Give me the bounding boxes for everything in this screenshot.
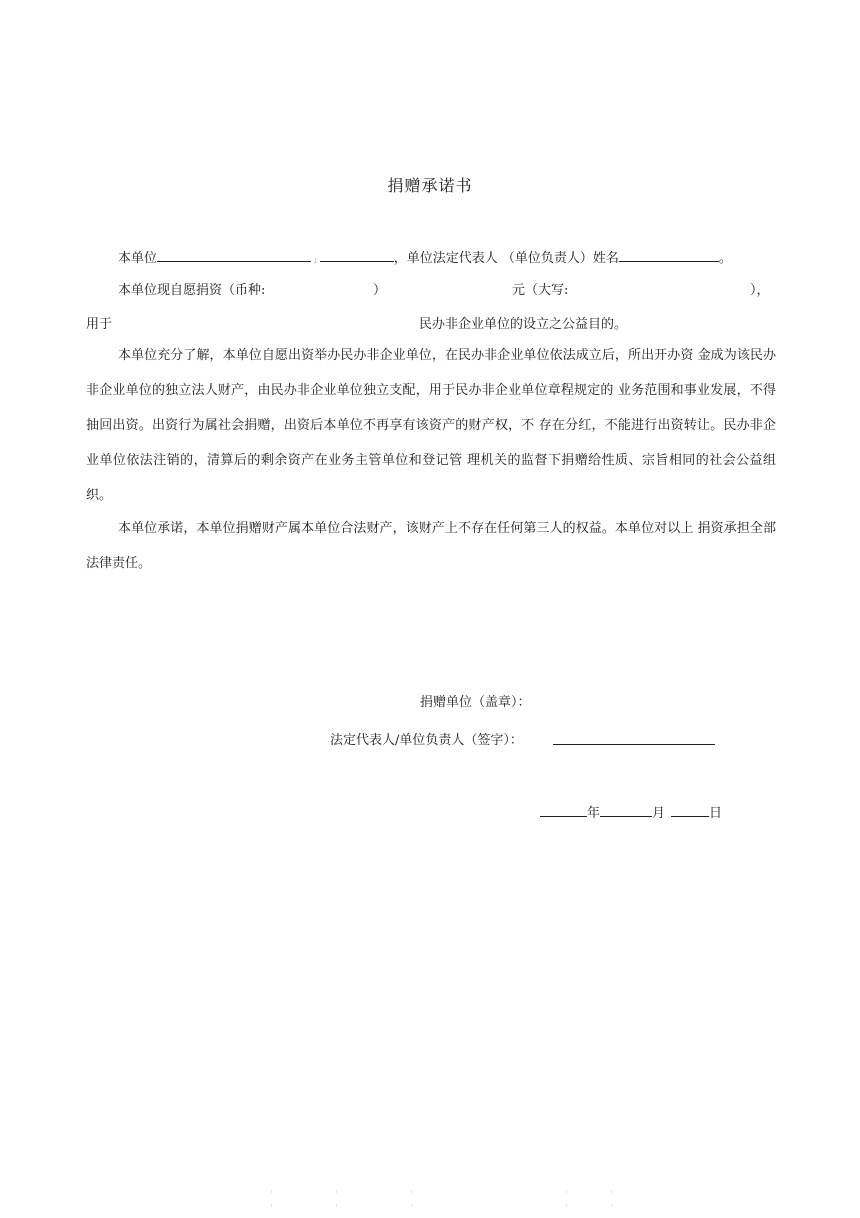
day-label: 日 xyxy=(709,806,723,821)
donation-currency-label: 本单位现自愿捐资（币种: xyxy=(118,283,266,298)
amount-uppercase-label: 元（大写: xyxy=(512,283,569,298)
donor-seal-label: 捐赠单位（盖章）： xyxy=(420,695,531,710)
purpose-text: 民办非企业单位的设立之公益目的。 xyxy=(419,317,628,332)
year-blank[interactable] xyxy=(540,804,587,817)
unit-name-blank-2[interactable] xyxy=(320,249,394,262)
unit-name-blank[interactable] xyxy=(157,249,311,262)
legal-rep-name-blank[interactable] xyxy=(619,249,719,262)
month-blank[interactable] xyxy=(600,804,652,817)
month-label: 月 xyxy=(652,806,666,821)
legal-rep-label: ，单位法定代表人 （单位负责人）姓名 xyxy=(393,251,619,266)
day-blank[interactable] xyxy=(671,804,709,817)
line1-end: 。 xyxy=(718,251,732,266)
unit-name-line xyxy=(118,249,732,265)
legal-rep-signature-label: 法定代表人/单位负责人（签字）： xyxy=(330,733,523,748)
understanding-paragraph: 本单位充分了解，本单位自愿出资举办民办非企业单位，在民办非企业单位依法成立后，所出开办资 金成为该民办非企业单位的独立法人财产，由民办非企业单位独立支配，用于民办非企业单位章程规定的 业务范围和事业发展，不得抽回出资。出资行为属社会捐赠，出资后本单位不再享有该资产的财产权，不 存在分红，不能进行出资转让。民办非企业单位依法注销的，清算后的剩余资产在业务主管单位和登记管 理机关的监督下捐赠给性质、宗旨相同的社会公益组织。 xyxy=(86,348,776,503)
document-title: 捐赠承诺书 xyxy=(387,176,473,195)
unit-prefix: 本单位 xyxy=(118,251,158,266)
unit-separator: ; xyxy=(314,255,317,264)
amount-line-end: ）， xyxy=(750,283,770,298)
commitment-paragraph: 本单位承诺，本单位捐赠财产属本单位合法财产，该财产上不存在任何第三人的权益。本单位对以上 捐资承担全部法律责任。 xyxy=(86,521,776,571)
purpose-prefix: 用于 xyxy=(86,317,113,332)
date-line xyxy=(540,804,722,820)
year-label: 年 xyxy=(587,806,601,821)
signature-blank[interactable] xyxy=(553,732,715,745)
currency-paren-close: ） xyxy=(373,283,387,298)
